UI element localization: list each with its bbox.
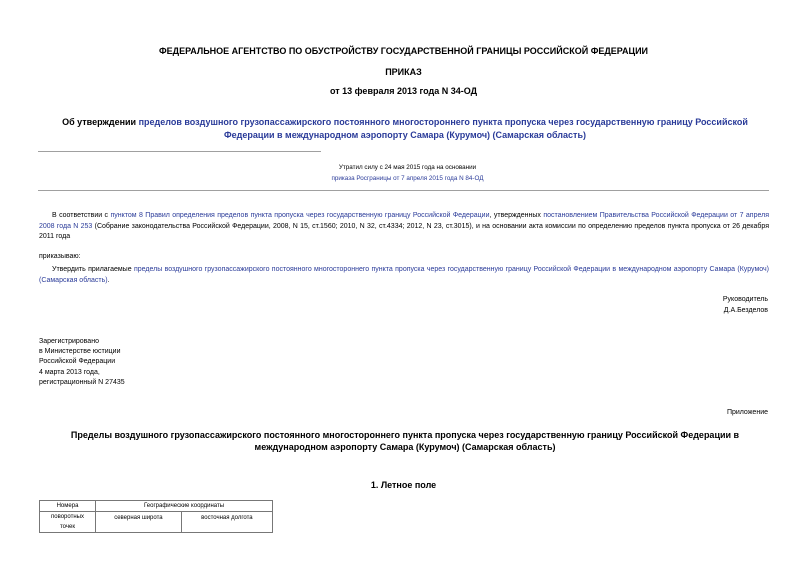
header-cell-lon: восточная долгота: [181, 512, 272, 533]
registration-line: Российской Федерации: [39, 358, 116, 366]
agency-heading: ФЕДЕРАЛЬНОЕ АГЕНТСТВО ПО ОБУСТРОЙСТВУ ГОСУДАРСТВЕННОЙ ГРАНИЦЫ РОССИЙСКОЙ ФЕДЕРАЦИИ: [158, 46, 649, 56]
title-link[interactable]: пределов воздушного грузопассажирского постоянного многостороннего пункта пропуска через государственную границу Российской Федерации в международном аэропорту Самара (Курумоч) (Самарская область): [138, 117, 748, 140]
header-text: точек: [60, 524, 75, 530]
registration-line: 4 марта 2013 года,: [39, 368, 100, 376]
status-note: Утратил силу с 24 мая 2015 года на основании: [338, 164, 477, 171]
title-divider: [38, 151, 321, 152]
doc-date-heading: от 13 февраля 2013 года N 34-ОД: [329, 86, 477, 96]
appendix-title: Пределы воздушного грузопассажирского постоянного многостороннего пункта пропуска через государственную границу Российской Федерации в международном аэропорту Самара (Курумоч) (Самарская область): [70, 430, 740, 452]
section-heading: 1. Летное поле: [370, 480, 437, 490]
order-paragraph: [39, 265, 769, 286]
title-prefix: Об утверждении: [62, 117, 139, 127]
signature-position: Руководитель: [722, 296, 768, 303]
order-text-1: Утвердить прилагаемые: [52, 266, 134, 273]
document-title: [55, 116, 755, 141]
preamble-text-2: , утвержденных: [489, 212, 544, 219]
order-text-2: .: [107, 276, 110, 284]
appendix-label: Приложение: [726, 409, 768, 416]
order-link[interactable]: пределы воздушного грузопассажирского постоянного многостороннего пункта пропуска через государственную границу Российской Федерации в международном аэропорту Самара (Курумоч) (Самарская область): [39, 266, 769, 284]
header-text: поворотных: [51, 514, 84, 520]
preamble-text-3: (Собрание законодательства Российской Федерации, 2008, N 15, ст.1560; 2010, N 32, ст.4334; 2012, N 23, ст.3015), и на основании акта комиссии по определению пределов пункта пропуска от 26 декабря 2011 года: [39, 222, 769, 240]
preamble-paragraph: [39, 211, 769, 243]
coordinates-table: [39, 500, 273, 533]
header-cell-points: [40, 501, 96, 512]
preamble-link-2[interactable]: постановлением Правительства Российской Федерации от 7 апреля 2008 года N 253: [39, 212, 770, 230]
status-divider: [38, 190, 769, 191]
preamble-link-1[interactable]: пунктом 8 Правил определения пределов пункта пропуска через государственную границу Российской Федерации: [110, 212, 490, 219]
preamble-text-1: В соответствии с: [52, 212, 111, 219]
registration-line: регистрационный N 27435: [39, 378, 125, 386]
signature-name: Д.А.Безделов: [723, 307, 768, 314]
header-text: Номера: [56, 503, 79, 509]
header-cell-points-cont: [40, 512, 96, 533]
header-cell-geo: Географические координаты: [96, 501, 273, 512]
registration-line: в Министерстве юстиции: [39, 348, 121, 356]
status-link[interactable]: приказа Росграницы от 7 апреля 2015 года N 84-ОД: [331, 175, 484, 182]
header-cell-lat: северная широта: [96, 512, 182, 533]
registration-line: Зарегистрировано: [39, 338, 99, 345]
order-word: приказываю:: [39, 253, 81, 260]
doc-type-heading: ПРИКАЗ: [385, 67, 422, 77]
registration-block: [39, 337, 125, 388]
